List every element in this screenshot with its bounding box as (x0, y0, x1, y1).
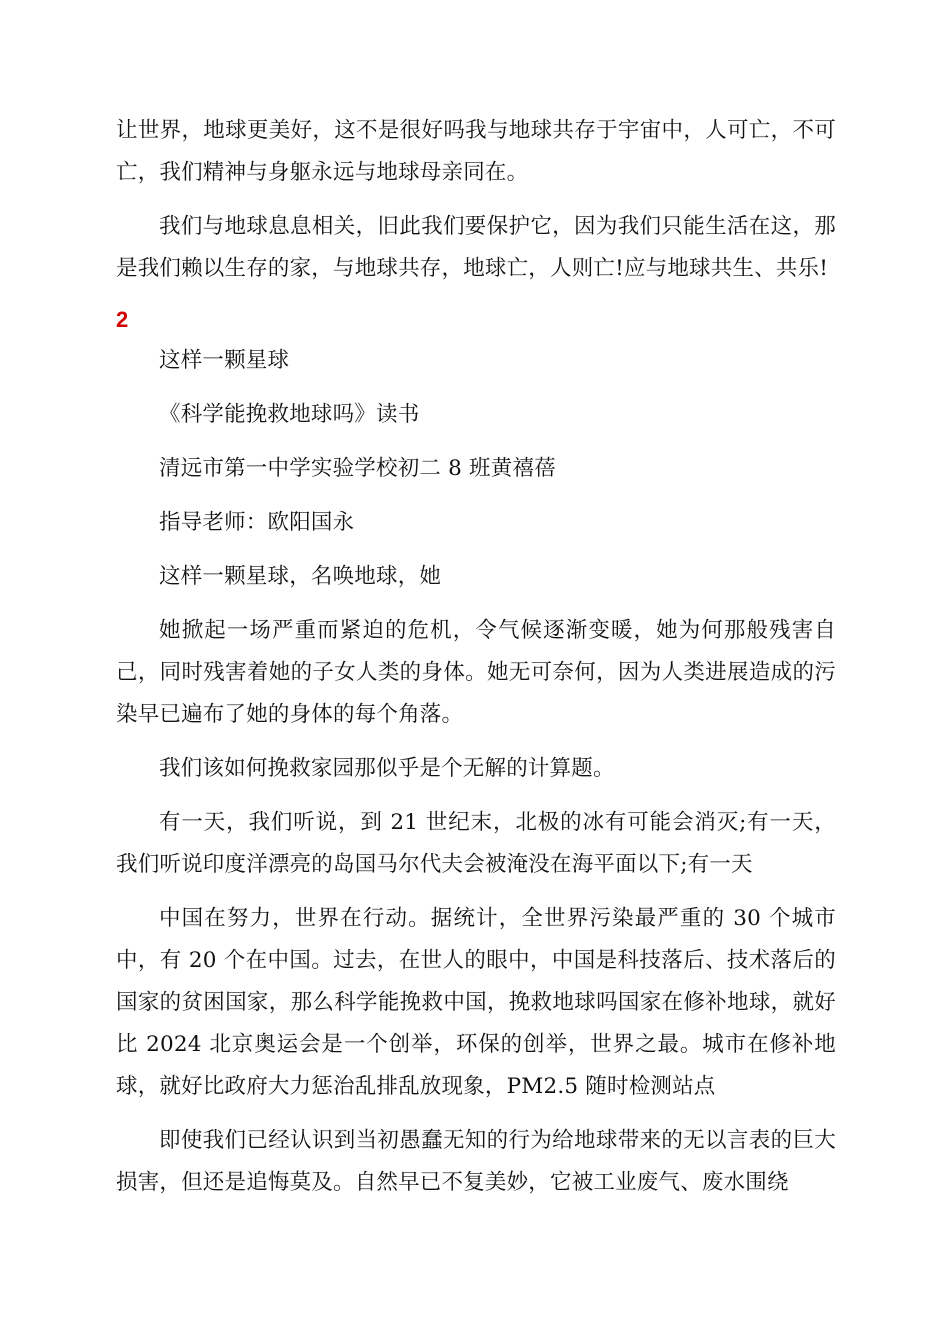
body-paragraph-6: 即使我们已经认识到当初愚蠢无知的行为给地球带来的无以言表的巨大损害，但还是追悔莫及。自然早已不复美妙，它被工业废气、废水围绕 (116, 1128, 836, 1195)
essay-subtitle: 《科学能挽救地球吗》读书 (159, 402, 420, 427)
body-paragraph-1: 这样一颗星球，名唤地球，她 (159, 564, 442, 589)
essay-teacher: 指导老师：欧阳国永 (159, 510, 355, 535)
intro-paragraph-2: 我们与地球息息相关，旧此我们要保护它，因为我们只能生活在这，那是我们赖以生存的家，与地球共存，地球亡，人则亡!应与地球共生、共乐! (116, 214, 836, 281)
document-body (116, 110, 836, 1216)
section-number: 2 (116, 307, 129, 332)
intro-paragraph-1: 让世界，地球更美好，这不是很好吗我与地球共存于宇宙中，人可亡，不可亡，我们精神与身躯永远与地球母亲同在。 (116, 118, 836, 185)
body-paragraph-5: 中国在努力，世界在行动。据统计，全世界污染最严重的 30 个城市中，有 20 个在中国。过去，在世人的眼中，中国是科技落后、技术落后的国家的贫困国家，那么科学能挽救中国，挽救地球吗国家在修补地球，就好比 2024 北京奥运会是一个创举，环保的创举，世界之最。城市在修补地球，就好比政府大力惩治乱排乱放现象，PM2.5 随时检测站点 (116, 906, 836, 1099)
body-paragraph-4: 有一天，我们听说，到 21 世纪末，北极的冰有可能会消灭;有一天，我们听说印度洋漂亮的岛国马尔代夫会被淹没在海平面以下;有一天 (116, 810, 836, 877)
essay-title: 这样一颗星球 (159, 348, 290, 373)
essay-author: 清远市第一中学实验学校初二 8 班黄禧蓓 (159, 456, 556, 481)
body-paragraph-2: 她掀起一场严重而紧迫的危机，令气候逐渐变暖，她为何那般残害自己，同时残害着她的子女人类的身体。她无可奈何，因为人类进展造成的污染早已遍布了她的身体的每个角落。 (116, 618, 836, 727)
body-paragraph-3: 我们该如何挽救家园那似乎是个无解的计算题。 (159, 756, 615, 781)
